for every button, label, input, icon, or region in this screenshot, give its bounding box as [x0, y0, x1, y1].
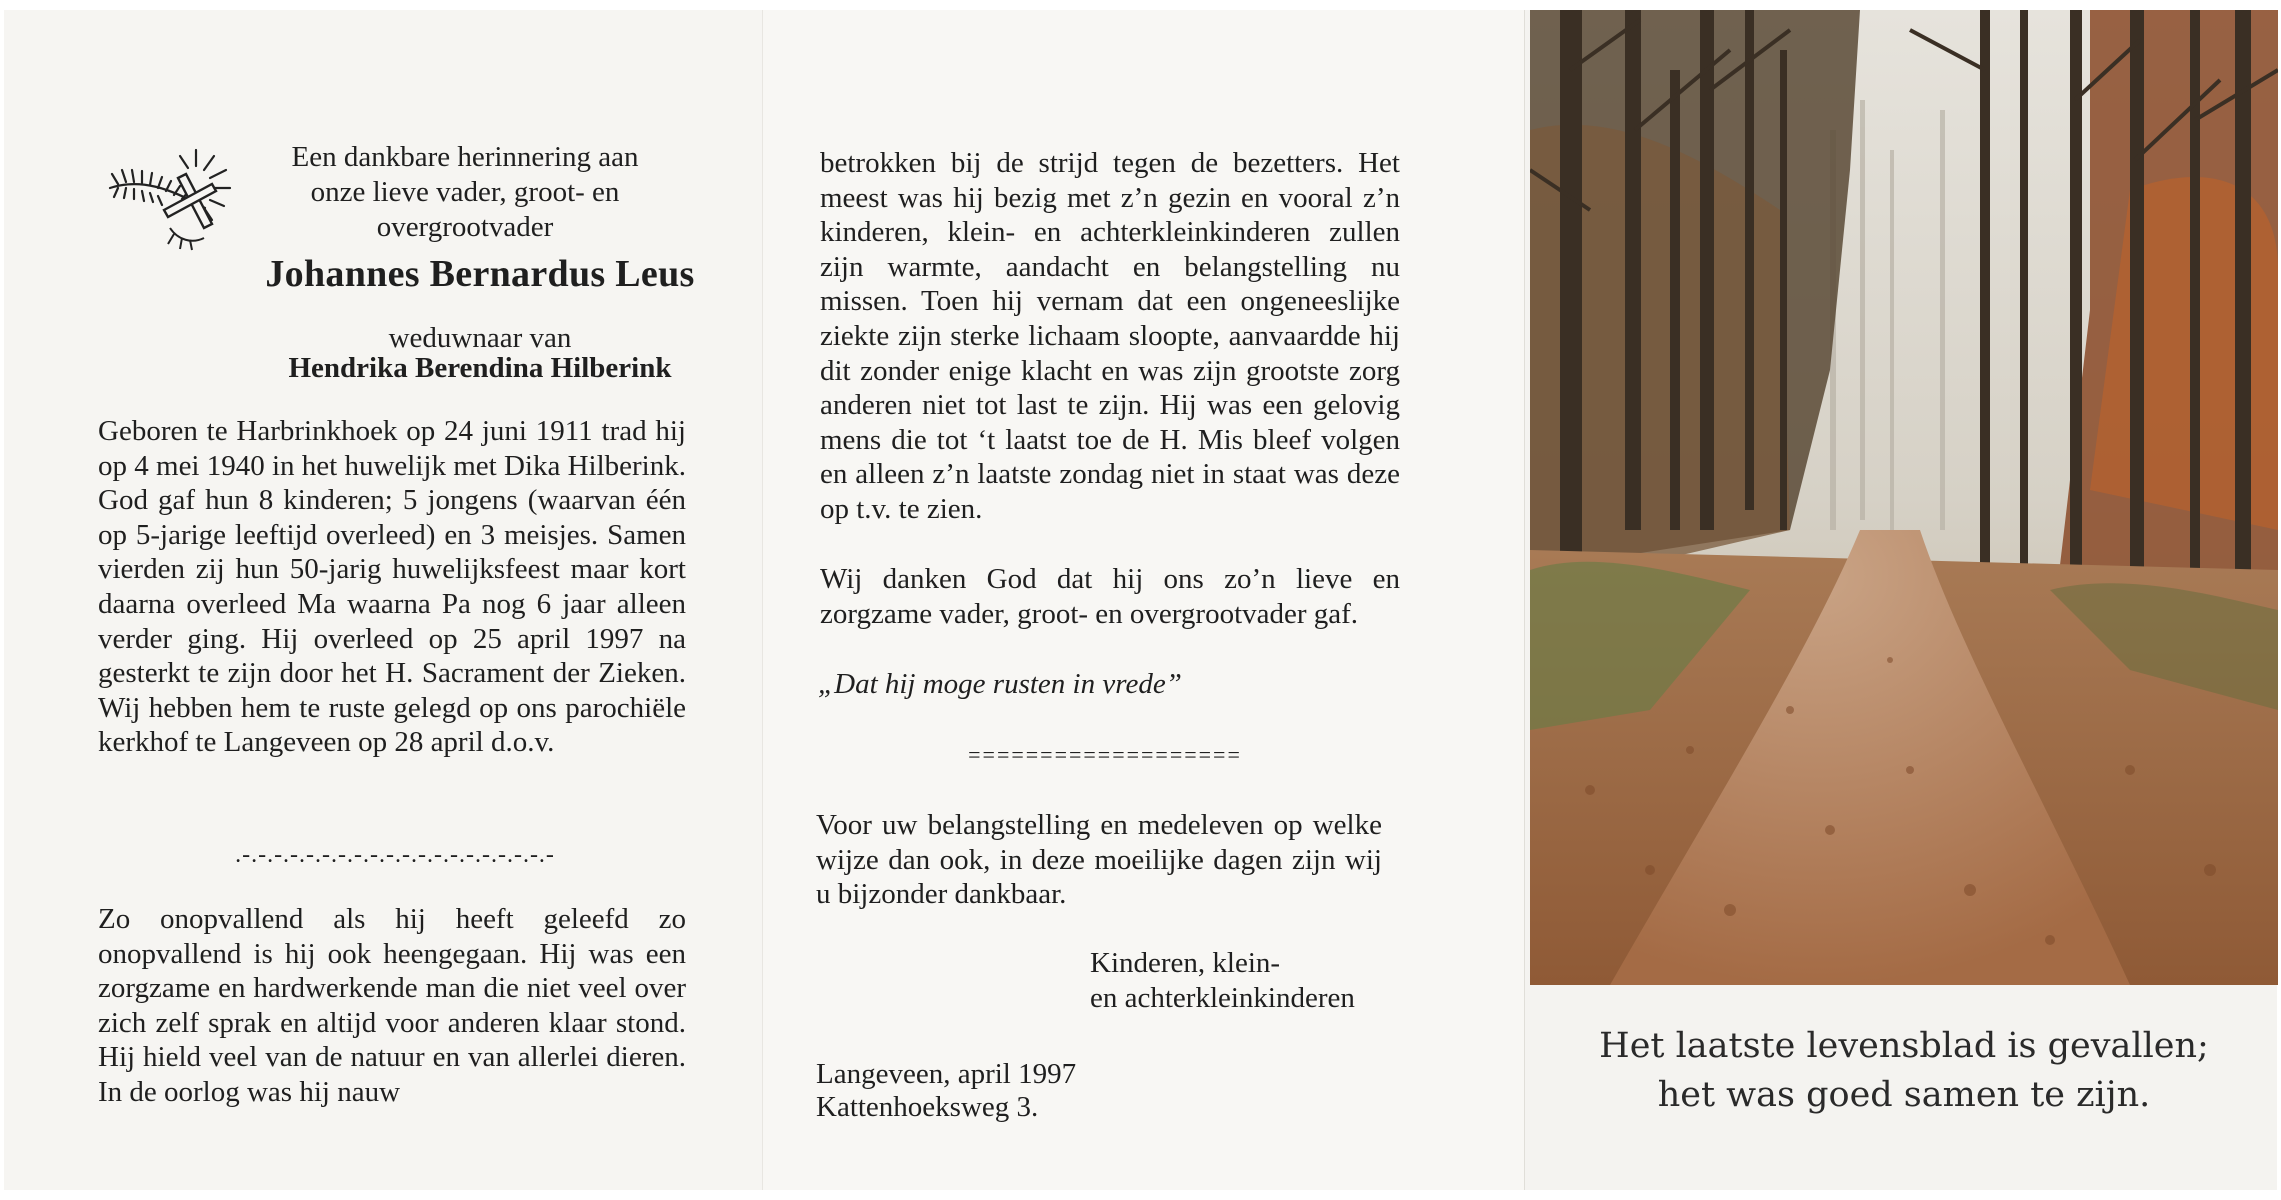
signature-line: en achterkleinkinderen	[1090, 982, 1355, 1014]
paragraph-text: Zo onopvallend als hij heeft geleefd zo onopvallend is hij ook heengegaan. Hij was een zorgzame en hardwerkende man die niet veel over zich zelf sprak en altijd voor anderen klaar stond. Hij hield veel van de natuur en van allerlei dieren. In de oorlog was hij nauw	[98, 903, 686, 1108]
address: Kattenhoeksweg 3.	[816, 1091, 1039, 1123]
place-and-address	[816, 1058, 1216, 1124]
photo-caption	[1530, 1022, 2278, 1120]
deceased-name: Johannes Bernardus Leus	[265, 253, 695, 295]
paragraph-text: Wij danken God dat hij ons zo’n lieve en zorgzame vader, groot- en overgrootvader gaf.	[820, 563, 1400, 630]
paragraph-text: betrokken bij de strijd tegen de bezetters. Het meest was hij bezig met z’n gezin en vooral z’n kinderen, klein- en achterkleinkinderen zullen zijn warmte, aandacht en belangstelling nu missen. Toen hij vernam dat een ongeneeslijke ziekte zijn sterke lichaam sloopte, aanvaardde hij dit zonder enige klacht en was zijn grootste zorg anderen niet tot last te zijn. Hij was een gelovig mens die tot ‘t laatst toe de H. Mis bleef volgen en alleen z’n laatste zondag niet in staat was deze op t.v. te zien.	[820, 147, 1400, 525]
gratitude-paragraph	[820, 562, 1400, 631]
paragraph-text: Geboren te Harbrinkhoek op 24 juni 1911 trad hij op 4 mei 1940 in het huwelijk met Dika Hilberink. God gaf hun 8 kinderen; 5 jongens (waarvan één op 5-jarige leeftijd overleed) en 3 meisjes. Samen vierden zij hun 50-jarig huwelijksfeest maar kort daarna overleed Ma waarna Pa nog 6 jaar alleen verder ging. Hij overleed op 25 april 1997 na gesterkt te zijn door het H. Sacrament der Zieken. Wij hebben hem te ruste gelegd op ons parochiële kerkhof te Langeveen op 28 april d.o.v.	[98, 415, 686, 759]
header-line: Een dankbare herinnering aan	[291, 141, 639, 173]
widow-label: weduwnaar van	[388, 322, 572, 354]
memorial-header	[250, 140, 680, 245]
thanks-paragraph	[816, 808, 1382, 912]
family-signature	[1090, 946, 1410, 1016]
continuation-paragraph	[820, 146, 1400, 527]
character-paragraph	[98, 902, 686, 1110]
header-line: overgrootvader	[376, 211, 554, 243]
paragraph-text: Voor uw belangstelling en medeleven op welke wijze dan ook, in deze moeilijke dagen zijn wij u bijzonder dankbaar.	[816, 809, 1382, 911]
spouse-name: Hendrika Berendina Hilberink	[288, 352, 672, 384]
caption-line: Het laatste levensblad is gevallen;	[1599, 1026, 2209, 1066]
equals-separator: ===================	[968, 742, 1242, 767]
biography-paragraph	[98, 414, 686, 760]
caption-line: het was goed samen te zijn.	[1657, 1075, 2151, 1115]
place-date: Langeveen, april 1997	[816, 1058, 1077, 1090]
cross-palm-emblem-icon	[100, 148, 250, 253]
dotted-separator: .-.-.-.-.-.-.-.-.-.-.-.-.-.-.-.-.-.-.-.-	[235, 842, 555, 868]
header-line: onze lieve vader, groot- en	[310, 176, 620, 208]
autumn-forest-photo	[1530, 10, 2278, 985]
signature-line: Kinderen, klein-	[1090, 947, 1281, 979]
rest-in-peace-quote: „Dat hij moge rusten in vrede”	[818, 668, 1182, 700]
